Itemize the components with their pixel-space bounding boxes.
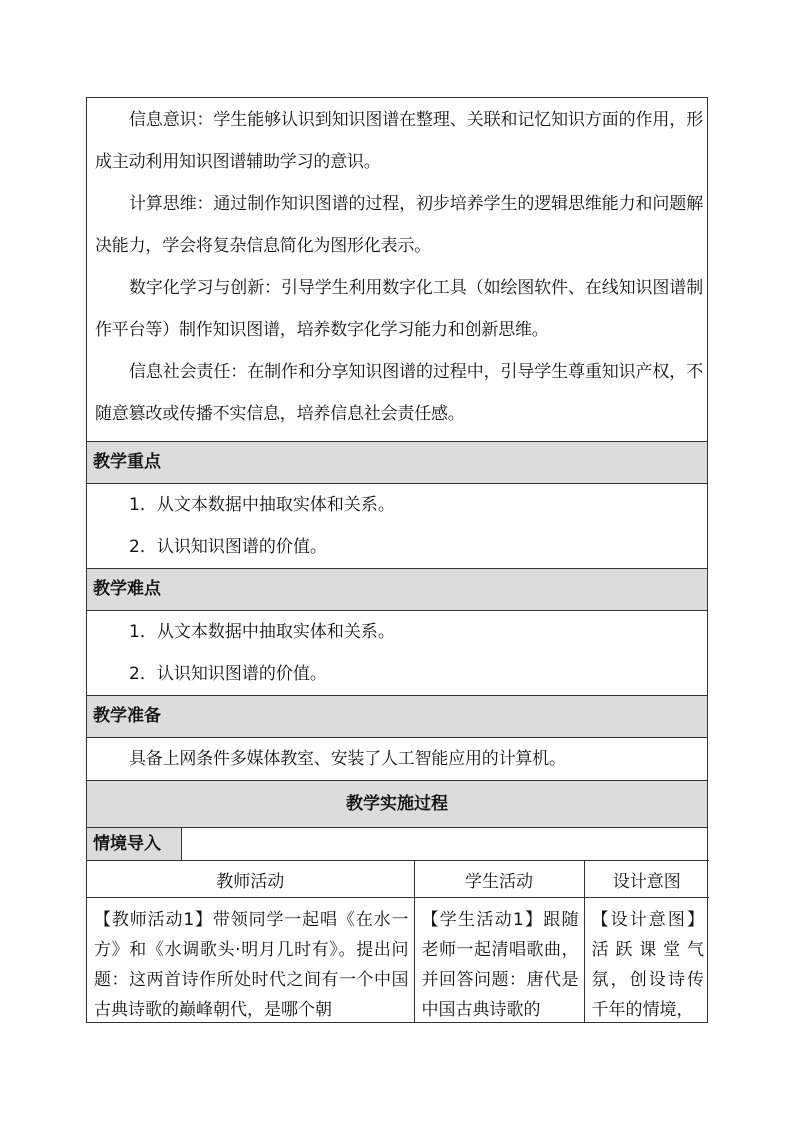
list-item: 1．从文本数据中抽取实体和关系。 <box>129 622 395 642</box>
list-item: 2．认识知识图谱的价值。 <box>129 664 327 684</box>
intro-label: 情境导入 <box>87 828 182 860</box>
list-item: 1．从文本数据中抽取实体和关系。 <box>129 495 395 515</box>
preparation-text: 具备上网条件多媒体教室、安装了人工智能应用的计算机。 <box>129 749 566 769</box>
table-row <box>87 898 709 1023</box>
key-points-list <box>87 483 707 568</box>
list-item: 2．认识知识图谱的价值。 <box>129 537 327 557</box>
difficulties-heading: 教学难点 <box>87 568 707 610</box>
column-header-teacher: 教师活动 <box>87 861 414 898</box>
literacy-paragraph: 信息社会责任：在制作和分享知识图谱的过程中，引导学生尊重知识产权，不随意篡改或传播不实信息，培养信息社会责任感。 <box>95 362 703 424</box>
literacy-section <box>87 98 707 441</box>
preparation-heading: 教学准备 <box>87 695 707 737</box>
key-points-heading: 教学重点 <box>87 441 707 483</box>
preparation-body <box>87 737 707 780</box>
intro-empty-cell <box>182 828 707 860</box>
column-header-intent: 设计意图 <box>584 861 709 898</box>
student-activity-text: 【学生活动1】跟随老师一起清唱歌曲，并回答问题：唐代是中国古典诗歌的 <box>421 910 579 1020</box>
design-intent-text: 【设计意图】活跃课堂气氛，创设诗传千年的情境， <box>591 910 704 1020</box>
teacher-activity-text: 【教师活动1】带领同学一起唱《在水一方》和《水调歌头·明月几时有》。提出问题：这两首诗作所处时代之间有一个中国古典诗歌的巅峰朝代，是哪个朝 <box>94 910 409 1020</box>
intro-row <box>87 827 707 860</box>
literacy-paragraph: 数字化学习与创新：引导学生利用数字化工具（如绘图软件、在线知识图谱制作平台等）制作知识图谱，培养数字化学习能力和创新思维。 <box>95 278 703 340</box>
lesson-plan-table <box>86 97 708 1023</box>
activity-table <box>87 860 709 1022</box>
activity-header-row <box>87 861 709 898</box>
process-heading: 教学实施过程 <box>87 780 707 827</box>
literacy-paragraph: 计算思维：通过制作知识图谱的过程，初步培养学生的逻辑思维能力和问题解决能力，学会将复杂信息简化为图形化表示。 <box>95 194 703 256</box>
difficulties-list <box>87 610 707 695</box>
literacy-paragraph: 信息意识：学生能够认识到知识图谱在整理、关联和记忆知识方面的作用，形成主动利用知识图谱辅助学习的意识。 <box>95 110 703 172</box>
column-header-student: 学生活动 <box>414 861 584 898</box>
